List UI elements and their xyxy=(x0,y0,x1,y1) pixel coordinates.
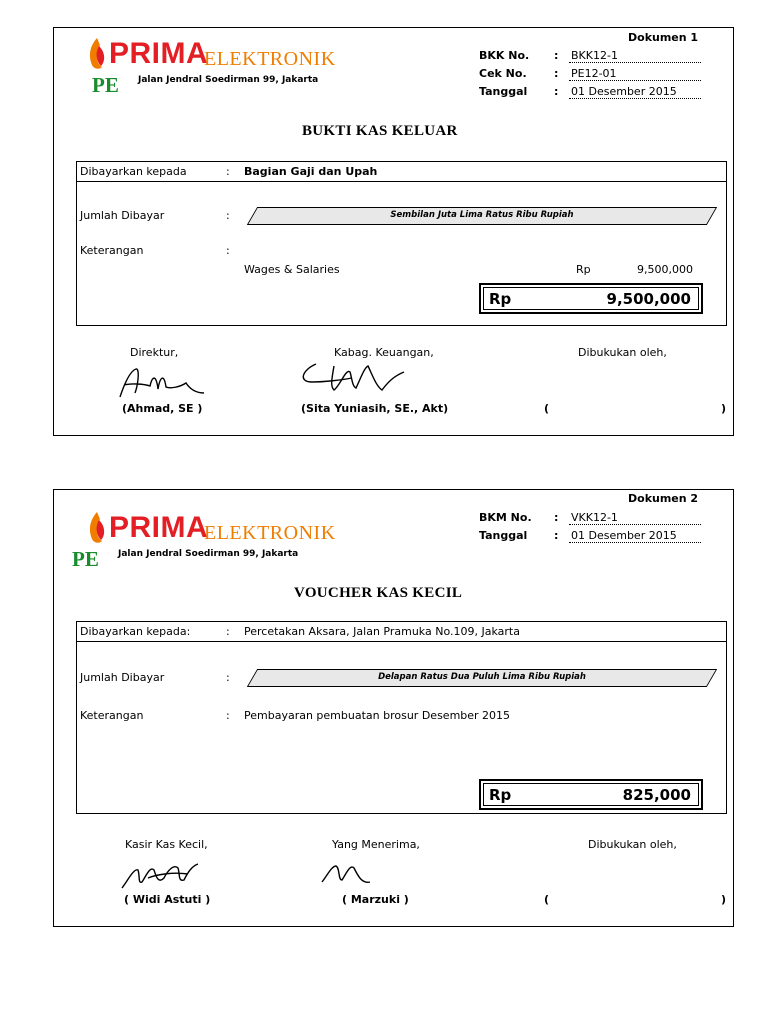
director-signature xyxy=(114,363,209,403)
date-colon: : xyxy=(554,85,559,98)
total-box xyxy=(479,283,703,314)
cek-no-colon: : xyxy=(554,67,559,80)
finance-head-signature xyxy=(294,356,414,396)
company-name-main: PRIMA xyxy=(109,511,209,544)
date-label: Tanggal xyxy=(479,529,528,542)
total-box xyxy=(479,779,703,810)
signature-role-finance-head: Kabag. Keuangan, xyxy=(334,346,434,359)
signature-open-bookkeeper: ( xyxy=(544,402,550,415)
document-title: BUKTI KAS KELUAR xyxy=(302,123,458,139)
receiver-signature xyxy=(318,858,378,888)
paid-to-colon: : xyxy=(226,625,230,638)
bkm-no-colon: : xyxy=(554,511,559,524)
total-amount: 9,500,000 xyxy=(606,290,691,308)
amount-in-words: Sembilan Juta Lima Ratus Ribu Rupiah xyxy=(390,210,574,220)
company-name-sub: ELEKTRONIK xyxy=(204,522,336,544)
flame-icon xyxy=(87,511,107,545)
bkm-no-label: BKM No. xyxy=(479,511,532,524)
amount-label: Jumlah Dibayar xyxy=(80,209,165,222)
signature-role-petty-cashier: Kasir Kas Kecil, xyxy=(125,838,208,851)
bkk-no-colon: : xyxy=(554,49,559,62)
signature-name-director: (Ahmad, SE ) xyxy=(122,402,203,415)
bkm-no-value: VKK12-1 xyxy=(569,511,701,525)
company-name-sub: ELEKTRONIK xyxy=(204,48,336,70)
divider xyxy=(77,641,726,642)
date-value: 01 Desember 2015 xyxy=(569,529,701,543)
voucher-kas-kecil-document xyxy=(53,489,734,927)
divider xyxy=(77,181,726,182)
signature-role-director: Direktur, xyxy=(130,346,179,359)
company-address: Jalan Jendral Soedirman 99, Jakarta xyxy=(118,549,299,559)
line-item-currency: Rp xyxy=(576,263,591,276)
amount-colon: : xyxy=(226,671,230,684)
document-number: Dokumen 2 xyxy=(628,492,699,505)
signature-open-bookkeeper: ( xyxy=(544,893,550,906)
document-number: Dokumen 1 xyxy=(628,31,699,44)
paid-to-value: Percetakan Aksara, Jalan Pramuka No.109, Jakarta xyxy=(244,625,520,638)
flame-icon xyxy=(87,37,107,71)
notes-colon: : xyxy=(226,244,230,257)
company-initials: PE xyxy=(92,73,119,97)
cek-no-value: PE12-01 xyxy=(569,67,701,81)
paid-to-colon: : xyxy=(226,165,230,178)
details-box xyxy=(76,621,727,814)
date-label: Tanggal xyxy=(479,85,528,98)
total-currency: Rp xyxy=(489,786,512,804)
company-address: Jalan Jendral Soedirman 99, Jakarta xyxy=(138,75,319,85)
signature-role-receiver: Yang Menerima, xyxy=(332,838,420,851)
document-title: VOUCHER KAS KECIL xyxy=(294,585,463,601)
signature-name-finance-head: (Sita Yuniasih, SE., Akt) xyxy=(301,402,449,415)
bkk-no-value: BKK12-1 xyxy=(569,49,701,63)
amount-label: Jumlah Dibayar xyxy=(80,671,165,684)
notes-colon: : xyxy=(226,709,230,722)
paid-to-label: Dibayarkan kepada: xyxy=(80,625,191,638)
bkk-no-label: BKK No. xyxy=(479,49,530,62)
company-initials: PE xyxy=(72,547,99,571)
date-colon: : xyxy=(554,529,559,542)
notes-label: Keterangan xyxy=(80,709,144,722)
line-item-amount: 9,500,000 xyxy=(637,263,693,276)
amount-in-words: Delapan Ratus Dua Puluh Lima Ribu Rupiah xyxy=(378,672,586,682)
cek-no-label: Cek No. xyxy=(479,67,527,80)
signature-name-petty-cashier: ( Widi Astuti ) xyxy=(124,893,211,906)
petty-cashier-signature xyxy=(118,856,203,892)
signature-role-bookkeeper: Dibukukan oleh, xyxy=(578,346,667,359)
company-name-main: PRIMA xyxy=(109,37,209,70)
bukti-kas-keluar-document xyxy=(53,27,734,436)
notes-label: Keterangan xyxy=(80,244,144,257)
signature-close-bookkeeper: ) xyxy=(721,893,727,906)
amount-colon: : xyxy=(226,209,230,222)
line-item-description: Wages & Salaries xyxy=(244,263,340,276)
signature-close-bookkeeper: ) xyxy=(721,402,727,415)
total-currency: Rp xyxy=(489,290,512,308)
paid-to-value: Bagian Gaji dan Upah xyxy=(244,165,378,178)
date-value: 01 Desember 2015 xyxy=(569,85,701,99)
total-amount: 825,000 xyxy=(622,786,691,804)
signature-role-bookkeeper: Dibukukan oleh, xyxy=(588,838,677,851)
notes-value: Pembayaran pembuatan brosur Desember 2015 xyxy=(244,709,511,722)
paid-to-label: Dibayarkan kepada xyxy=(80,165,187,178)
details-box xyxy=(76,161,727,326)
signature-name-receiver: ( Marzuki ) xyxy=(342,893,409,906)
